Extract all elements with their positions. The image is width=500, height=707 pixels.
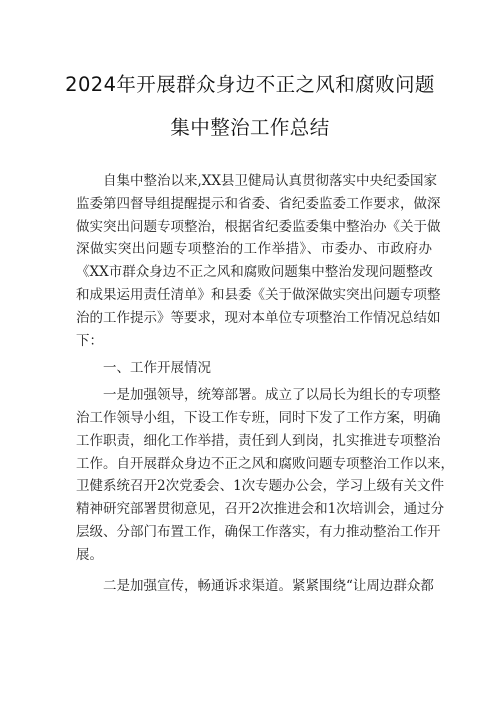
text-line: 自集中整治以来,XX县卫健局认真贯彻落实中央纪委国家	[103, 173, 438, 189]
text-line: 下：	[76, 332, 103, 349]
text-line: 工作。自开展群众身边不正之风和腐败问题专项整治工作以来，	[76, 455, 454, 472]
section-heading	[76, 357, 432, 380]
text-line: 深做实突出问题专项整治的工作举措》、市委办、市政府办	[76, 241, 432, 258]
paragraph-leadership	[76, 384, 454, 566]
text-line: 工作职责，细化工作举措，责任到人到岗，扎实推进专项整治	[76, 432, 441, 449]
text-line: 展。	[76, 546, 103, 563]
text-line: 层级、分部门布置工作，确保工作落实，有力推动整治工作开	[76, 523, 441, 540]
paragraph-publicity	[76, 575, 432, 598]
text-line: 监委第四督导组提醒提示和省委、省纪委监委工作要求，做深	[76, 195, 441, 212]
text-line: 和成果运用责任清单》和县委《关于做深做实突出问题专项整	[76, 286, 441, 303]
document-title-line-2: 集中整治工作总结	[170, 116, 330, 139]
section-heading-text: 一、工作开展情况	[103, 359, 211, 376]
text-line: 《XX市群众身边不正之风和腐败问题集中整治发现问题整改	[76, 264, 433, 281]
document-title-line-1: 2024年开展群众身边不正之风和腐败问题	[65, 73, 435, 96]
text-line: 二是加强宣传，畅通诉求渠道。紧紧围绕“让周边群众都	[103, 577, 434, 594]
text-line: 一是加强领导，统筹部署。成立了以局长为组长的专项整	[103, 387, 441, 404]
text-line: 治工作领导小组，下设工作专班，同时下发了工作方案，明确	[76, 409, 441, 426]
document-body	[76, 170, 454, 597]
text-line: 治的工作提示》等要求，现对本单位专项整治工作情况总结如	[76, 309, 441, 326]
paragraph-intro	[76, 170, 441, 352]
text-line: 精神研究部署贯彻意见，召开2次推进会和1次培训会，通过分	[76, 501, 445, 518]
text-line: 做实突出问题专项整治，根据省纪委监委集中整治办《关于做	[76, 218, 441, 235]
text-line: 卫健系统召开2次党委会、1次专题办公会，学习上级有关文件	[76, 478, 445, 495]
